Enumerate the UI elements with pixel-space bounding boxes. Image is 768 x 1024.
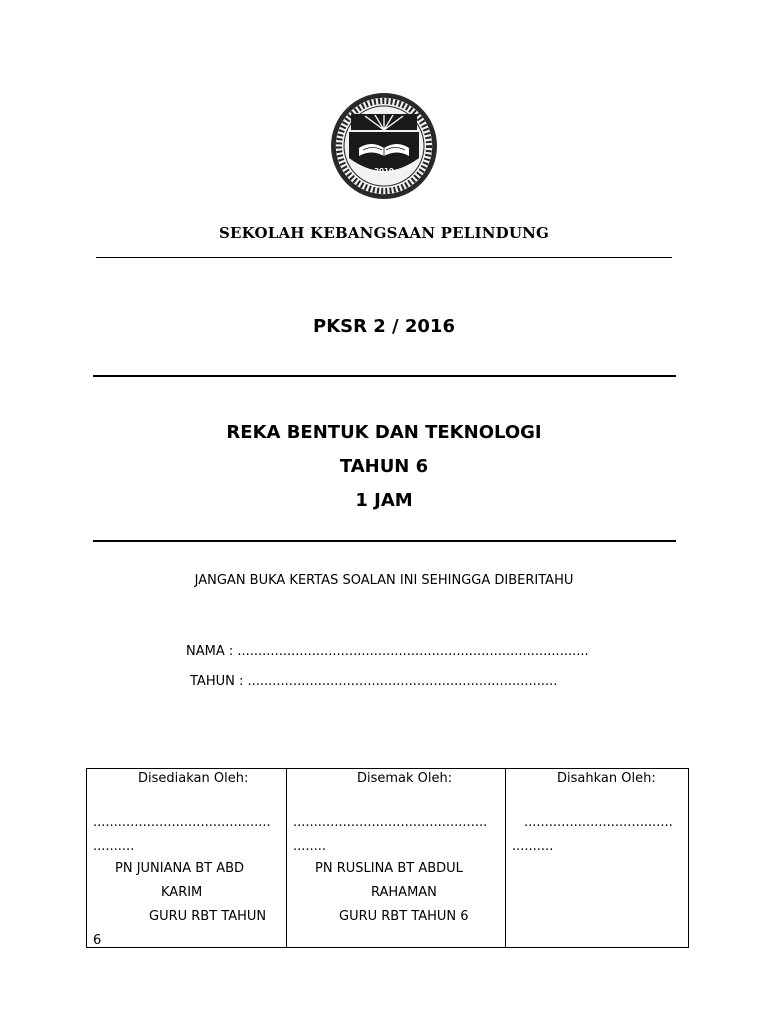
checker-role: GURU RBT TAHUN 6 bbox=[339, 909, 469, 924]
divider-line bbox=[96, 257, 672, 258]
preparer-name: PN JUNIANA BT ABD bbox=[115, 861, 245, 876]
signature-dots: .......... bbox=[93, 839, 135, 854]
approved-by-cell bbox=[506, 769, 688, 947]
subject-name: REKA BENTUK DAN TEKNOLOGI bbox=[226, 422, 542, 443]
divider-line bbox=[93, 375, 676, 377]
checker-name: PN RUSLINA BT ABDUL bbox=[315, 861, 463, 876]
approved-by-heading: Disahkan Oleh: bbox=[557, 771, 656, 786]
svg-text:2010: 2010 bbox=[374, 167, 394, 175]
checked-by-heading: Disemak Oleh: bbox=[357, 771, 453, 786]
signature-table bbox=[86, 768, 689, 948]
prepared-by-cell bbox=[87, 769, 287, 947]
exam-duration: 1 JAM bbox=[355, 490, 413, 511]
signature-dots: .................................... bbox=[524, 815, 673, 830]
school-name: SEKOLAH KEBANGSAAN PELINDUNG bbox=[218, 224, 550, 242]
preparer-role: 6 bbox=[93, 933, 102, 948]
signature-dots: ........ bbox=[293, 839, 327, 854]
preparer-role: GURU RBT TAHUN bbox=[149, 909, 267, 924]
subject-year: TAHUN 6 bbox=[339, 456, 429, 477]
checked-by-cell bbox=[287, 769, 506, 947]
exam-title: PKSR 2 / 2016 bbox=[313, 316, 455, 337]
divider-line bbox=[93, 540, 676, 542]
exam-warning: JANGAN BUKA KERTAS SOALAN INI SEHINGGA DIBERITAHU bbox=[194, 573, 574, 588]
preparer-name: KARIM bbox=[161, 885, 203, 900]
year-field[interactable]: TAHUN : ........................................................................... bbox=[190, 674, 558, 689]
signature-dots: .......... bbox=[512, 839, 554, 854]
school-crest-logo bbox=[325, 92, 443, 200]
checker-name: RAHAMAN bbox=[371, 885, 437, 900]
prepared-by-heading: Disediakan Oleh: bbox=[138, 771, 249, 786]
name-field[interactable]: NAMA : ..................................................................................... bbox=[186, 644, 589, 659]
signature-dots: ............................................... bbox=[293, 815, 488, 830]
signature-dots: ........................................... bbox=[93, 815, 271, 830]
